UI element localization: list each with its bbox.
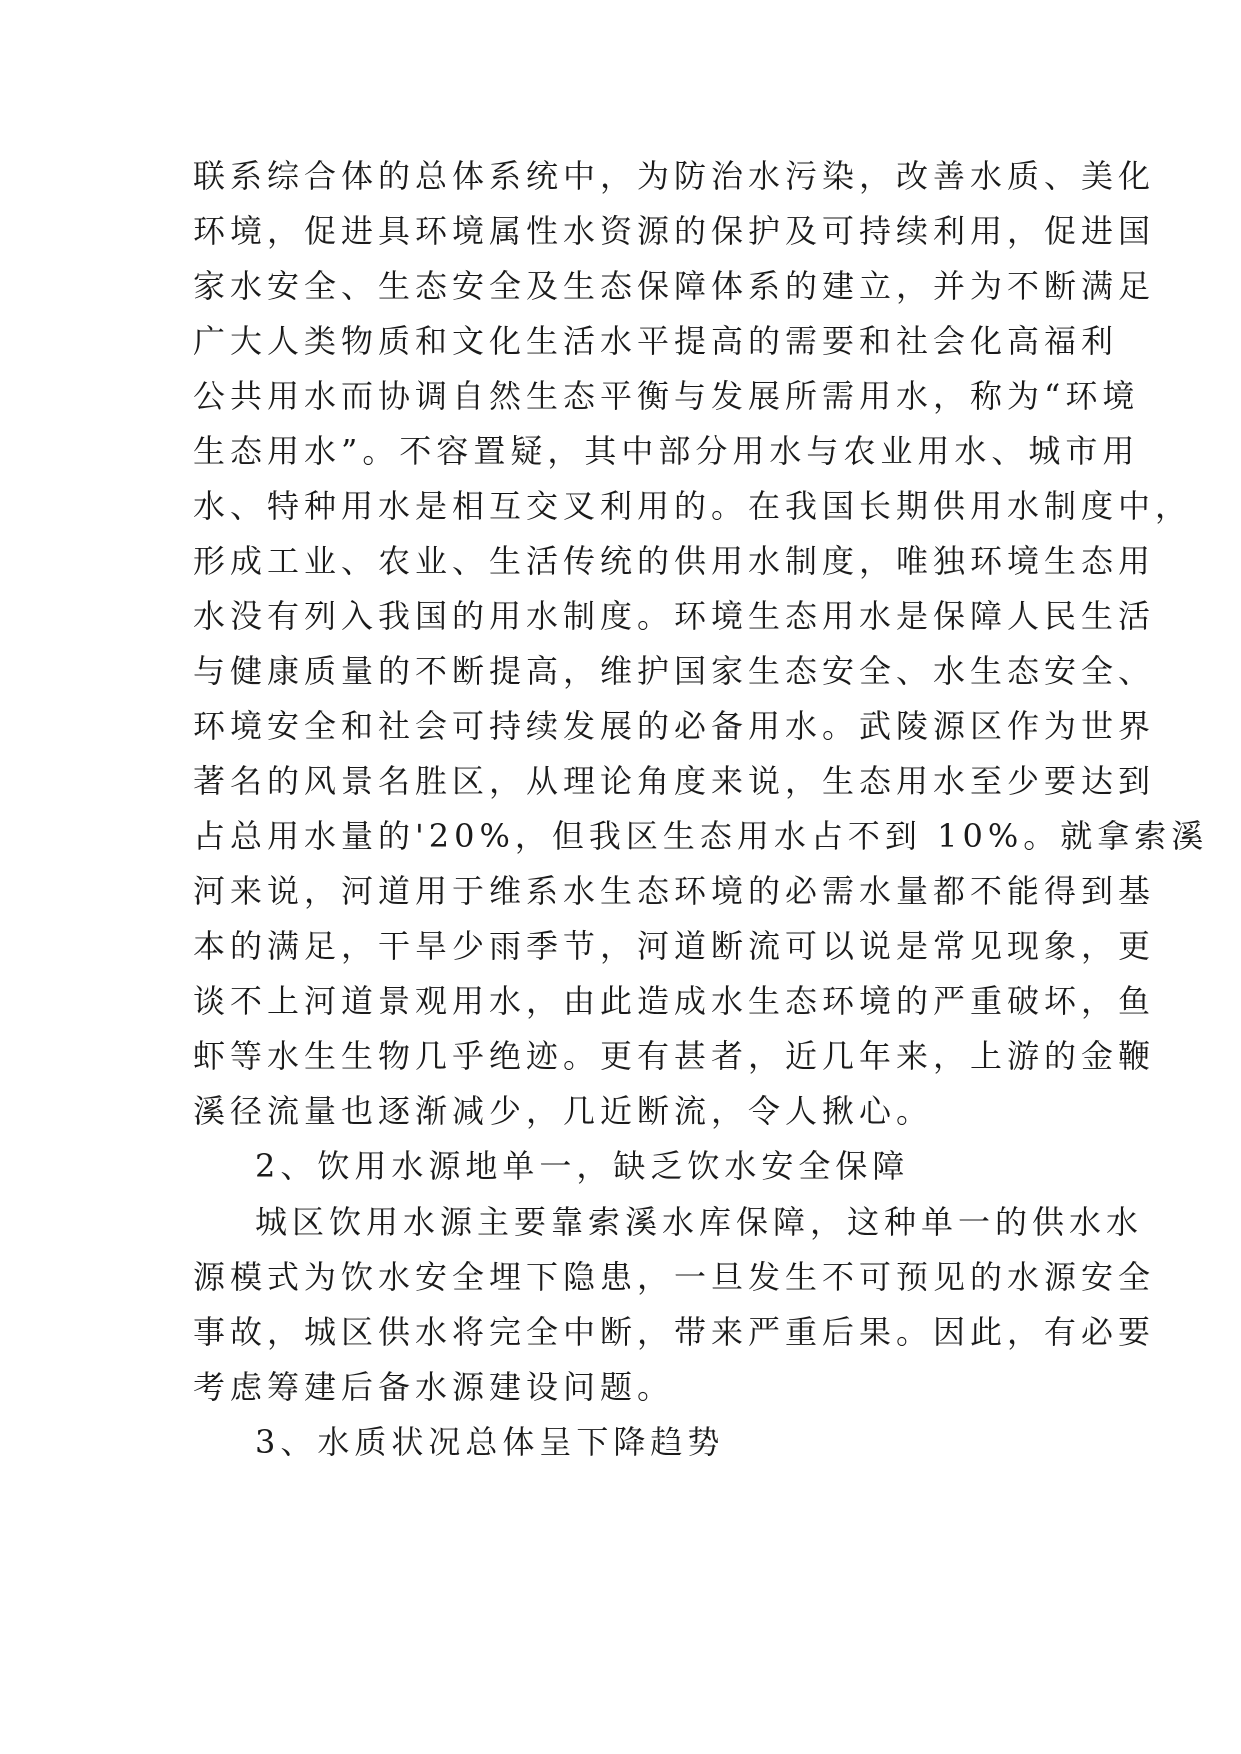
text-line: 水没有列入我国的用水制度。环境生态用水是保障人民生活 <box>193 597 1156 635</box>
text-line: 水、特种用水是相互交叉利用的。在我国长期供用水制度中， <box>193 487 1193 525</box>
text-line: 广大人类物质和文化生活水平提高的需要和社会化高福利 <box>193 322 1119 360</box>
section-heading: 3、水质状况总体呈下降趋势 <box>255 1423 725 1461</box>
text-line: 环境安全和社会可持续发展的必备用水。武陵源区作为世界 <box>193 707 1156 745</box>
text-line: 环境，促进具环境属性水资源的保护及可持续利用，促进国 <box>193 212 1156 250</box>
text-line: 溪径流量也逐渐减少，几近断流，令人揪心。 <box>193 1092 934 1130</box>
text-line: 虾等水生生物几乎绝迹。更有甚者，近几年来，上游的金鞭 <box>193 1037 1156 1075</box>
text-line: 与健康质量的不断提高，维护国家生态安全、水生态安全、 <box>193 652 1156 690</box>
text-line: 谈不上河道景观用水，由此造成水生态环境的严重破坏，鱼 <box>193 982 1156 1020</box>
text-line: 本的满足，干旱少雨季节，河道断流可以说是常见现象，更 <box>193 927 1156 965</box>
text-line: 形成工业、农业、生活传统的供用水制度，唯独环境生态用 <box>193 542 1156 580</box>
text-line: 城区饮用水源主要靠索溪水库保障，这种单一的供水水 <box>255 1203 1144 1241</box>
text-line: 生态用水”。不容置疑，其中部分用水与农业用水、城市用 <box>193 432 1140 470</box>
text-line: 公共用水而协调自然生态平衡与发展所需用水，称为“环境 <box>193 377 1140 415</box>
text-line: 著名的风景名胜区，从理论角度来说，生态用水至少要达到 <box>193 762 1156 800</box>
text-line: 事故，城区供水将完全中断，带来严重后果。因此，有必要 <box>193 1313 1156 1351</box>
text-line: 占总用水量的'20%，但我区生态用水占不到 10%。就拿索溪 <box>193 817 1209 855</box>
text-line: 联系综合体的总体系统中，为防治水污染，改善水质、美化 <box>193 157 1156 195</box>
text-line: 考虑筹建后备水源建设问题。 <box>193 1368 675 1406</box>
section-heading: 2、饮用水源地单一，缺乏饮水安全保障 <box>255 1147 910 1185</box>
text-line: 家水安全、生态安全及生态保障体系的建立，并为不断满足 <box>193 267 1156 305</box>
text-line: 源模式为饮水安全埋下隐患，一旦发生不可预见的水源安全 <box>193 1258 1156 1296</box>
text-line: 河来说，河道用于维系水生态环境的必需水量都不能得到基 <box>193 872 1156 910</box>
